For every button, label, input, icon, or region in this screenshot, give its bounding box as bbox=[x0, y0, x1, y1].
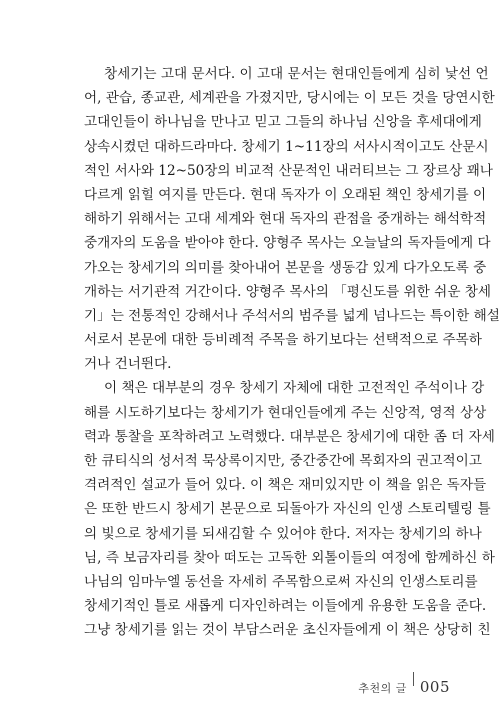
page-number: 005 bbox=[419, 678, 450, 696]
text-line: 은 또한 반드시 창세기 본문으로 되돌아가 자신의 인생 스토리텔링 틀 bbox=[84, 501, 491, 518]
text-line: 나님의 임마누엘 동선을 자세히 주목함으로써 자신의 인생스토리를 bbox=[84, 573, 478, 590]
text-line: 어, 관습, 종교관, 세계관을 가졌지만, 당시에는 이 모든 것을 당연시한 bbox=[84, 90, 495, 107]
text-line: 창세기적인 틀로 새롭게 디자인하려는 이들에게 유용한 도움을 준다. bbox=[84, 598, 487, 615]
text-line: 기」는 전통적인 강해서나 주석서의 범주를 넓게 넘나드는 특이한 해설 bbox=[84, 307, 500, 324]
text-line: 격려적인 설교가 들어 있다. 이 책은 재미있지만 이 책을 읽은 독자들 bbox=[84, 477, 487, 494]
text-line: 거나 건너뛴다. bbox=[84, 356, 172, 373]
text-line: 중개자의 도움을 받아야 한다. 양형주 목사는 오늘날의 독자들에게 다 bbox=[84, 235, 491, 252]
text-line: 그냥 창세기를 읽는 것이 부담스러운 초신자들에게 이 책은 상당히 친 bbox=[84, 622, 491, 639]
text-line: 해를 시도하기보다는 창세기가 현대인들에게 주는 신앙적, 영적 상상 bbox=[84, 404, 487, 421]
section-label: 추천의 글 bbox=[358, 682, 407, 695]
text-line: 적인 서사와 12~50장의 비교적 산문적인 내러티브는 그 장르상 꽤나 bbox=[84, 162, 493, 179]
text-line: 상속시켰던 대하드라마다. 창세기 1~11장의 서사시적이고도 산문시 bbox=[84, 138, 489, 155]
text-line: 한 큐티식의 성서적 묵상록이지만, 중간중간에 목회자의 권고적이고 bbox=[84, 453, 482, 469]
text-line: 개하는 서기관적 거간이다. 양형주 목사의 「평신도를 위한 쉬운 창세 bbox=[84, 283, 492, 300]
text-line: 창세기는 고대 문서다. 이 고대 문서는 현대인들에게 심히 낯선 언 bbox=[104, 66, 489, 82]
text-line: 력과 통찰을 포착하려고 노력했다. 대부분은 창세기에 대한 좀 더 자세 bbox=[84, 428, 495, 445]
text-line: 가오는 창세기의 의미를 찾아내어 본문을 생동감 있게 다가오도록 중 bbox=[84, 259, 487, 276]
page-footer bbox=[358, 678, 450, 696]
text-line: 님, 즉 보금자리를 찾아 떠도는 고독한 외톨이들의 여정에 함께하신 하 bbox=[84, 549, 495, 566]
text-line: 서로서 본문에 대한 등비례적 주목을 하기보다는 선택적으로 주목하 bbox=[84, 332, 482, 349]
text-line: 고대인들이 하나님을 만나고 믿고 그들의 하나님 신앙을 후세대에게 bbox=[84, 114, 482, 131]
text-line: 이 책은 대부분의 경우 창세기 자체에 대한 고전적인 주석이나 강 bbox=[104, 380, 485, 397]
text-line: 다르게 읽힐 여지를 만든다. 현대 독자가 이 오래된 책인 창세기를 이 bbox=[84, 186, 487, 203]
text-line: 해하기 위해서는 고대 세계와 현대 독자의 관점을 중개하는 해석학적 bbox=[84, 211, 487, 228]
text-line: 의 빛으로 창세기를 되새김할 수 있어야 한다. 저자는 창세기의 하나 bbox=[84, 525, 482, 542]
footer-divider bbox=[413, 672, 414, 686]
body-text bbox=[84, 62, 500, 643]
